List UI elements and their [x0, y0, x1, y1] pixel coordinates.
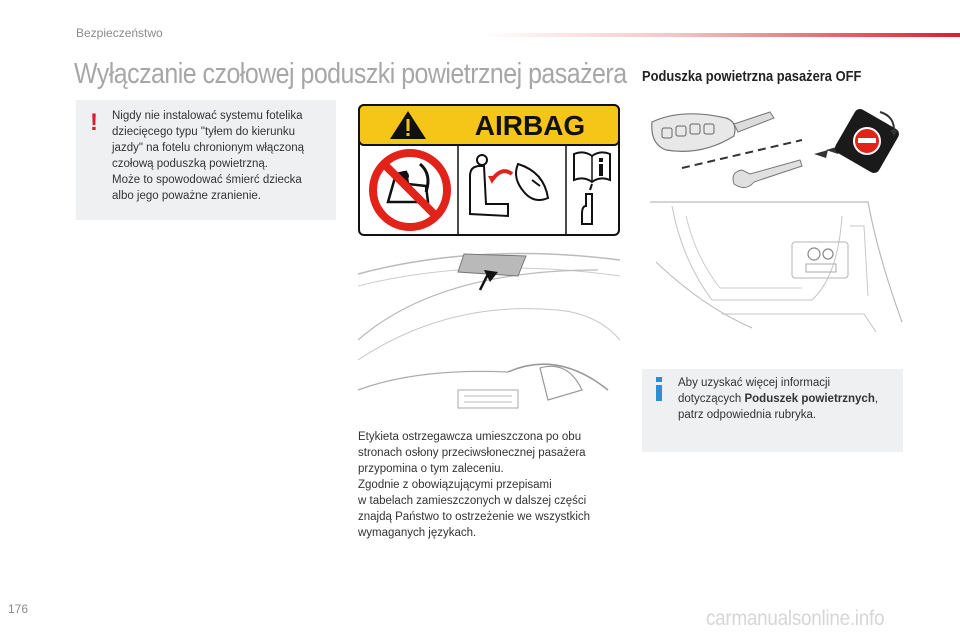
info-icon — [652, 377, 666, 401]
watermark: carmanualsonline.info — [706, 607, 885, 630]
sun-visor-illustration — [358, 240, 620, 416]
header-accent-bar — [480, 33, 960, 37]
airbag-warning-label — [358, 104, 620, 236]
airbag-switch-icon — [833, 107, 901, 175]
key-switch-illustration — [642, 104, 904, 200]
exclamation-icon: ! — [90, 109, 98, 136]
page-title: Wyłączanie czołowej poduszki powietrznej pasażera — [74, 58, 627, 90]
car-key-icon — [652, 112, 774, 151]
glovebox-illustration — [642, 196, 904, 336]
section-subtitle: Poduszka powietrzna pasażera OFF — [642, 68, 862, 85]
info-text: Aby uzyskać więcej informacji dotyczących Poduszek powietrznych, patrz odpowiednia rubryka. — [678, 377, 879, 421]
warning-text: Nigdy nie instalować systemu fotelika dziecięcego typu "tyłem do kierunku jazdy" na fotelu chronionym włączoną czołową poduszką powietrzną. Może to spowodować śmierć dziecka albo jego poważne zranienie. — [112, 110, 305, 202]
warning-box — [76, 100, 336, 220]
page-number: 176 — [8, 602, 29, 616]
info-box — [642, 369, 903, 452]
section-label: Bezpieczeństwo — [76, 26, 163, 40]
info-link-airbags: Poduszek powietrznych — [744, 393, 875, 405]
airbag-word: AIRBAG — [474, 110, 586, 141]
no-child-seat-icon — [373, 153, 447, 227]
key-blade-icon — [733, 160, 802, 188]
body-text: Etykieta ostrzegawcza umieszczona po obu stronach osłony przeciwsłonecznej pasażera przypomina o tym zaleceniu. Zgodnie z obowiązującymi przepisami w tabelach zamieszczonych w dalszej części znajdą Państwo to ostrzeżenie we wszystkich wymaganych językach. — [358, 431, 591, 539]
